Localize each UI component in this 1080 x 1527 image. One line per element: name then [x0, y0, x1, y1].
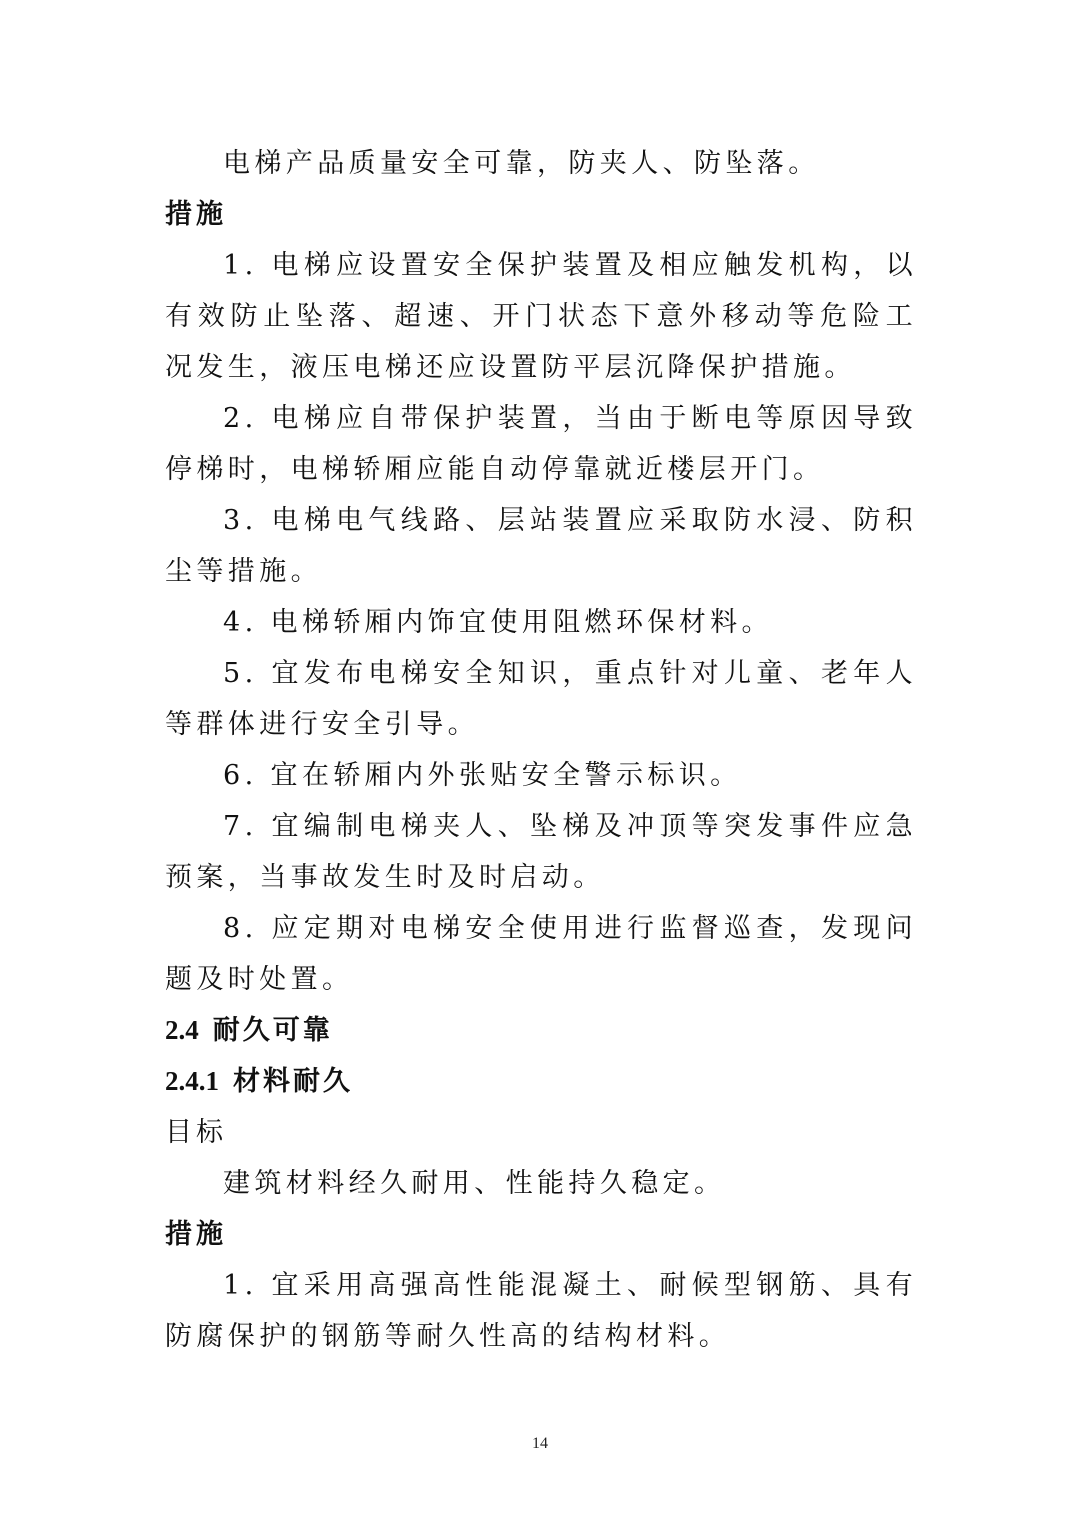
measure-item-1b: 1. 宜采用高强高性能混凝土、耐候型钢筋、具有防腐保护的钢筋等耐久性高的结构材料。: [165, 1270, 917, 1352]
goal-text: 电梯产品质量安全可靠，防夹人、防坠落。: [223, 148, 820, 179]
goal-label: 目标: [165, 1117, 227, 1148]
section-title: 耐久可靠: [212, 1015, 333, 1046]
section-heading-2-4-1: [165, 1056, 917, 1107]
measure-item-3: 3. 电梯电气线路、层站装置应采取防水浸、防积尘等措施。: [165, 505, 917, 587]
measure-item-7: 7. 宜编制电梯夹人、坠梯及冲顶等突发事件应急预案，当事故发生时及时启动。: [165, 811, 917, 893]
goal-text-2: 建筑材料经久耐用、性能持久稳定。: [223, 1168, 726, 1199]
subsection-title: 材料耐久: [233, 1066, 353, 1097]
section-number: 2.4: [165, 1015, 199, 1045]
page-number: 14: [532, 1435, 548, 1452]
measure-item-8: 8. 应定期对电梯安全使用进行监督巡查，发现问题及时处置。: [165, 913, 917, 995]
measure-item-5: 5. 宜发布电梯安全知识，重点针对儿童、老年人等群体进行安全引导。: [165, 658, 917, 740]
measures-label: 措施: [165, 199, 227, 230]
measure-item-1: 1. 电梯应设置安全保护装置及相应触发机构，以有效防止坠落、超速、开门状态下意外移动等危险工况发生，液压电梯还应设置防平层沉降保护措施。: [165, 250, 917, 383]
measures-label-2: 措施: [165, 1219, 227, 1250]
subsection-number: 2.4.1: [165, 1066, 219, 1096]
section-heading-2-4: [165, 1005, 917, 1056]
document-body: [165, 138, 917, 1362]
measure-item-4: 4. 电梯轿厢内饰宜使用阻燃环保材料。: [223, 607, 773, 638]
measure-item-2: 2. 电梯应自带保护装置，当由于断电等原因导致停梯时，电梯轿厢应能自动停靠就近楼层开门。: [165, 403, 917, 485]
measure-item-6: 6. 宜在轿厢内外张贴安全警示标识。: [223, 760, 742, 791]
